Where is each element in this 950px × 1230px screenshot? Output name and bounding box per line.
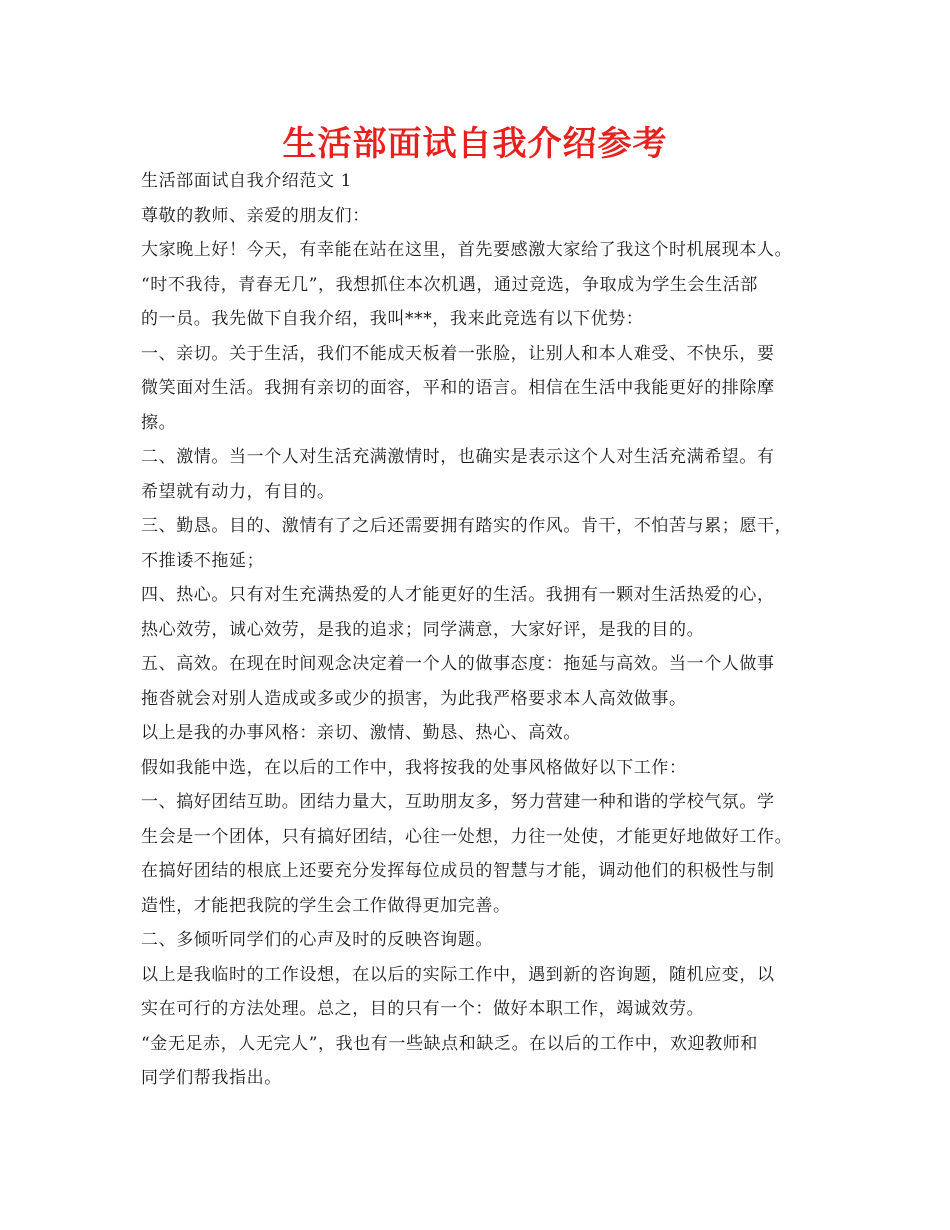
body-line: 假如我能中选，在以后的工作中，我将按我的处事风格做好以下工作： [141,757,687,778]
document-body [141,164,821,1096]
body-line: “金无足赤，人无完人”，我也有一些缺点和缺乏。在以后的工作中，欢迎教师和 [141,1033,758,1054]
body-line: 五、高效。在现在时间观念决定着一个人的做事态度：拖延与高效。当一个人做事 [141,654,775,674]
body-line: 实在可行的方法处理。总之，目的只有一个：做好本职工作，竭诚效劳。 [141,999,705,1019]
body-line: 微笑面对生活。我拥有亲切的面容，平和的语言。相信在生活中我能更好的排除摩 [141,378,775,398]
body-line: 二、激情。当一个人对生活充满激情时，也确实是表示这个人对生活充满希望。有 [141,447,775,467]
body-line: 拖沓就会对别人造成或多或少的损害，为此我严格要求本人高效做事。 [141,688,687,709]
body-line: 同学们帮我指出。 [141,1068,282,1088]
body-line: 以上是我临时的工作设想，在以后的实际工作中，遇到新的咨询题，随机应变，以 [141,964,775,985]
body-line: 生会是一个团体，只有搞好团结，心往一处想，力往一处使，才能更好地做好工作。 [141,826,793,847]
body-line: 二、多倾听同学们的心声及时的反映咨询题。 [141,930,493,950]
body-line: 造性，才能把我院的学生会工作做得更加完善。 [141,895,511,916]
body-line: “时不我待，青春无几”，我想抓住本次机遇，通过竞选，争取成为学生会生活部 [141,274,758,295]
body-line: 一、亲切。关于生活，我们不能成天板着一张脸，让别人和本人难受、不快乐，要 [141,343,775,364]
body-line: 三、勤恳。目的、激情有了之后还需要拥有踏实的作风。肯干，不怕苦与累；愿干， [141,516,793,536]
body-line: 希望就有动力，有目的。 [141,481,335,502]
body-line: 热心效劳，诚心效劳，是我的追求；同学满意，大家好评，是我的目的。 [141,619,705,640]
body-line: 在搞好团结的根底上还要充分发挥每位成员的智慧与才能，调动他们的积极性与制 [141,861,775,881]
body-line: 擦。 [141,412,177,433]
body-line: 的一员。我先做下自我介绍，我叫***，我来此竞选有以下优势： [141,309,644,329]
body-line: 四、热心。只有对生充满热爱的人才能更好的生活。我拥有一颗对生活热爱的心， [141,585,775,605]
body-line: 以上是我的办事风格：亲切、激情、勤恳、热心、高效。 [141,723,581,743]
body-line: 不推诿不拖延； [141,550,265,571]
body-line: 大家晚上好！今天，有幸能在站在这里，首先要感激大家给了我这个时机展现本人。 [141,240,793,260]
body-line: 尊敬的教师、亲爱的朋友们： [141,205,370,226]
document-title: 生活部面试自我介绍参考 [282,124,668,164]
body-line: 生活部面试自我介绍范文 1 [141,171,353,191]
body-line: 一、搞好团结互助。团结力量大，互助朋友多，努力营建一种和谐的学校气氛。学 [141,792,775,812]
